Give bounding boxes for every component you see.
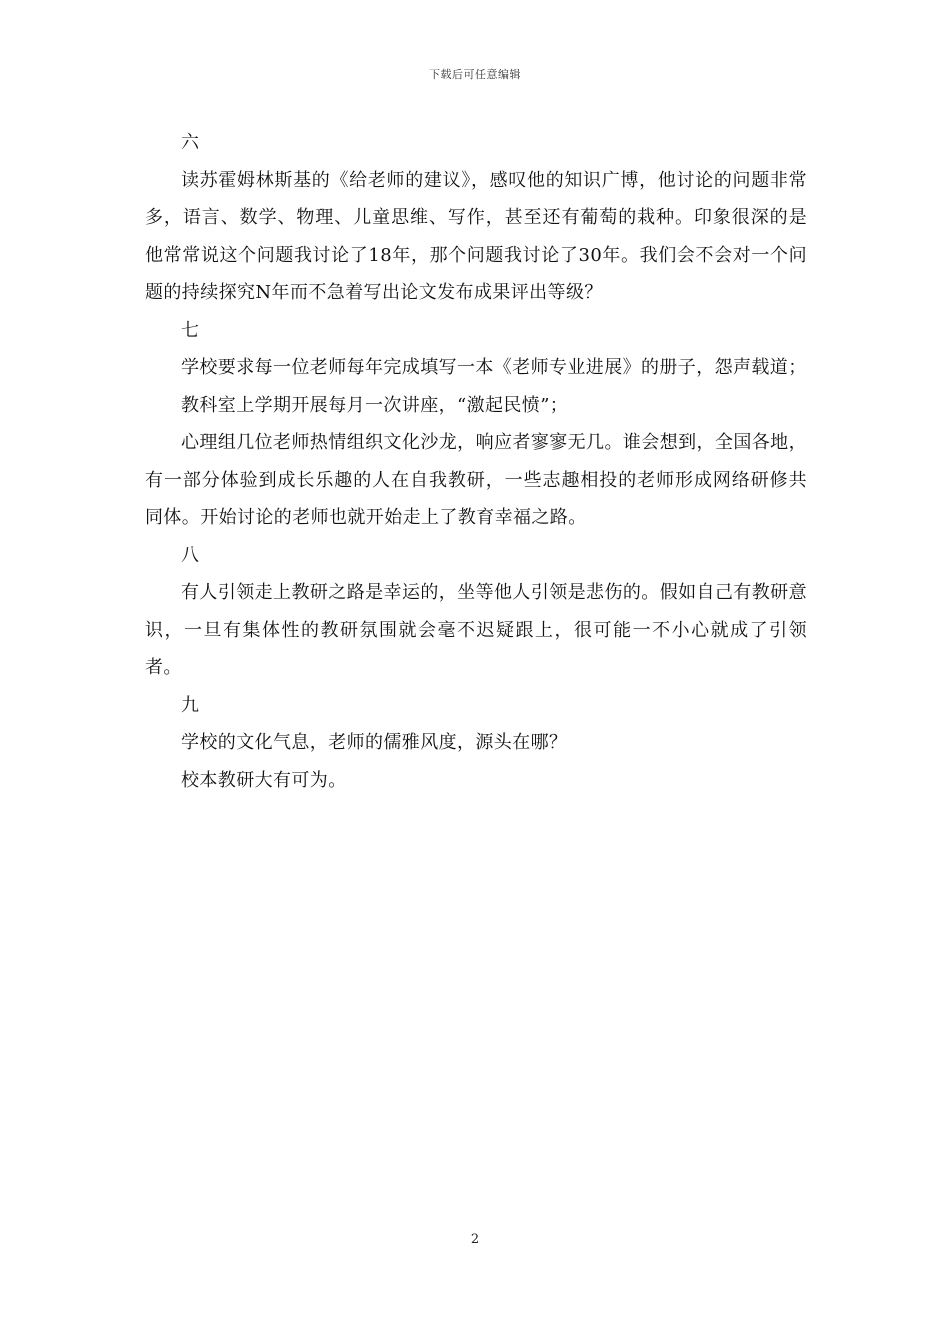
page-header: 下载后可任意编辑 (429, 68, 521, 81)
paragraph: 校本教研大有可为。 (181, 769, 347, 791)
section-heading-seven: 七 (181, 319, 200, 341)
section-heading-six: 六 (181, 132, 200, 153)
page-number: 2 (470, 1232, 480, 1247)
paragraph: 学校的文化气息，老师的儒雅风度，源头在哪？ (181, 732, 568, 753)
paragraph: 读苏霍姆林斯基的《给老师的建议》，感叹他的知识广博，他讨论的问题非常多，语言、数学、物理、儿童思维、写作，甚至还有葡萄的栽种。印象很深的是他常常说这个问题我讨论了18年，那个问题我讨论了30年。我们会不会对一个问题的持续探究N年而不急着写出论文发布成果评出等级？ (145, 169, 807, 303)
paragraph: 心理组几位老师热情组织文化沙龙，响应者寥寥无几。谁会想到，全国各地，有一部分体验到成长乐趣的人在自我教研，一些志趣相投的老师形成网络研修共同体。开始讨论的老师也就开始走上了教育幸福之路。 (145, 432, 807, 528)
paragraph: 有人引领走上教研之路是幸运的，坐等他人引领是悲伤的。假如自己有教研意识，一旦有集体性的教研氛围就会毫不迟疑跟上，很可能一不小心就成了引领者。 (145, 582, 807, 678)
section-heading-nine: 九 (181, 694, 200, 716)
paragraph: 教科室上学期开展每月一次讲座，“激起民愤”； (181, 394, 569, 416)
document-body (145, 124, 807, 799)
section-heading-eight: 八 (181, 544, 200, 566)
paragraph: 学校要求每一位老师每年完成填写一本《老师专业进展》的册子，怨声载道； (181, 357, 807, 378)
